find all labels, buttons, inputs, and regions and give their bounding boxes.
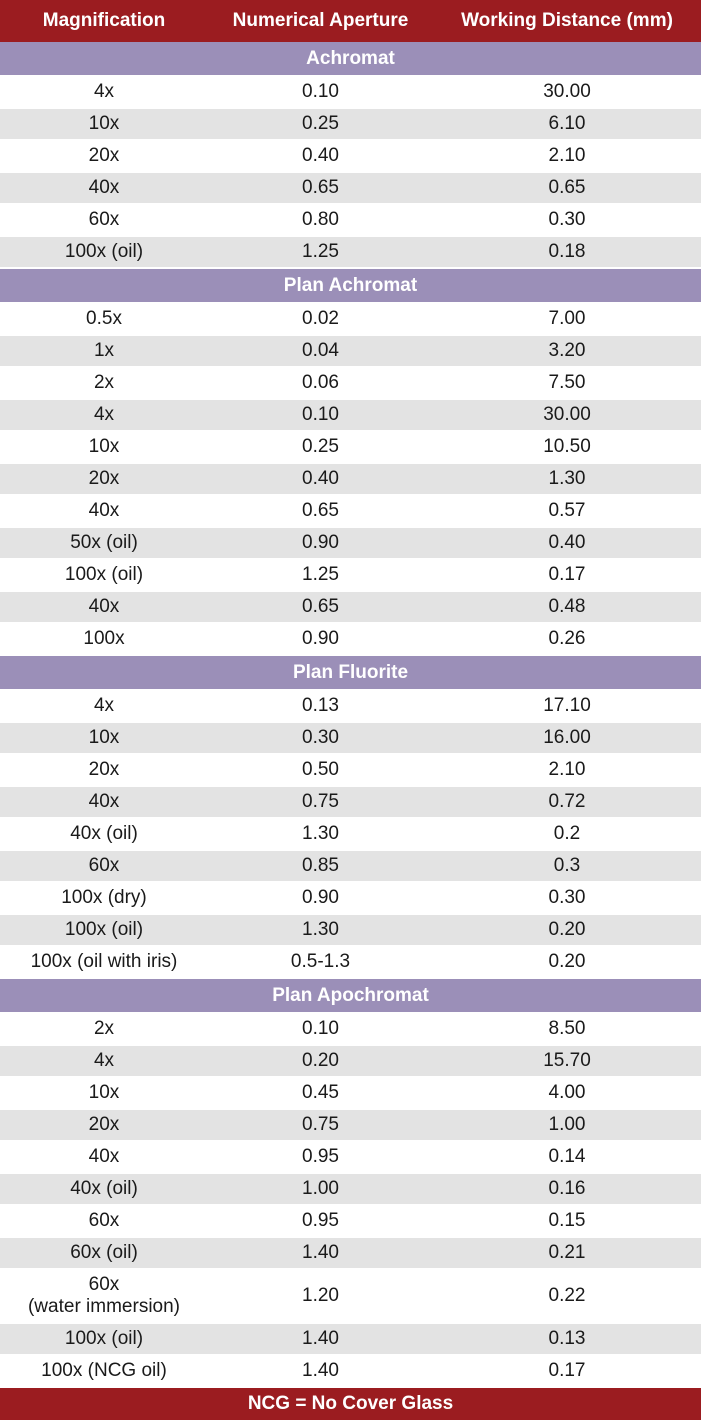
section-header: Plan Achromat xyxy=(0,269,701,302)
cell-magnification: 40x xyxy=(88,500,120,521)
table-row xyxy=(0,368,701,398)
header-magnification: Magnification xyxy=(42,10,166,31)
cell-numerical-aperture: 0.90 xyxy=(302,532,339,553)
cell-magnification: 20x xyxy=(88,759,120,780)
cell-numerical-aperture: 0.10 xyxy=(302,404,339,425)
cell-working-distance: 0.3 xyxy=(553,855,581,876)
table-row xyxy=(0,851,701,881)
cell-numerical-aperture: 0.30 xyxy=(302,727,339,748)
cell-working-distance: 16.00 xyxy=(543,727,591,748)
cell-numerical-aperture: 0.65 xyxy=(302,596,339,617)
cell-magnification: 60x xyxy=(88,855,120,876)
table-row xyxy=(0,1174,701,1204)
table-row xyxy=(0,1142,701,1172)
table-header xyxy=(0,0,701,42)
cell-magnification: 10x xyxy=(88,113,120,134)
cell-magnification: 40x xyxy=(88,596,120,617)
cell-working-distance: 0.22 xyxy=(548,1285,586,1306)
cell-magnification: 100x xyxy=(83,628,125,649)
table-row xyxy=(0,336,701,366)
cell-numerical-aperture: 0.90 xyxy=(302,887,339,908)
cell-working-distance: 8.50 xyxy=(548,1018,586,1039)
cell-magnification: 4x xyxy=(93,695,115,716)
table-row xyxy=(0,624,701,654)
cell-magnification: 0.5x xyxy=(86,308,122,329)
table-row xyxy=(0,205,701,235)
table-row xyxy=(0,755,701,785)
cell-working-distance: 0.18 xyxy=(548,241,586,262)
table-row xyxy=(0,1206,701,1236)
cell-numerical-aperture: 0.75 xyxy=(302,791,339,812)
cell-numerical-aperture: 1.20 xyxy=(302,1285,339,1306)
cell-numerical-aperture: 0.06 xyxy=(302,372,339,393)
table-row xyxy=(0,915,701,945)
table-row xyxy=(0,883,701,913)
cell-numerical-aperture: 1.00 xyxy=(302,1178,339,1199)
cell-magnification: 50x (oil) xyxy=(70,532,138,553)
cell-numerical-aperture: 0.5-1.3 xyxy=(290,951,351,972)
cell-working-distance: 0.30 xyxy=(548,209,586,230)
table-row xyxy=(0,819,701,849)
cell-magnification: 100x (oil) xyxy=(64,241,144,262)
cell-numerical-aperture: 0.20 xyxy=(302,1050,339,1071)
cell-numerical-aperture: 0.13 xyxy=(302,695,339,716)
table-row xyxy=(0,304,701,334)
table-row xyxy=(0,1110,701,1140)
cell-magnification: 10x xyxy=(88,727,120,748)
cell-working-distance: 0.40 xyxy=(548,532,586,553)
cell-working-distance: 0.48 xyxy=(548,596,586,617)
cell-working-distance: 30.00 xyxy=(543,404,591,425)
cell-magnification: 20x xyxy=(88,1114,120,1135)
cell-numerical-aperture: 0.95 xyxy=(302,1146,339,1167)
cell-numerical-aperture: 0.02 xyxy=(302,308,339,329)
table-row xyxy=(0,400,701,430)
cell-numerical-aperture: 1.25 xyxy=(302,564,339,585)
cell-magnification: 4x xyxy=(93,81,115,102)
cell-working-distance: 0.13 xyxy=(548,1328,586,1349)
cell-magnification: 100x (oil) xyxy=(64,564,144,585)
table-row xyxy=(0,592,701,622)
table-row xyxy=(0,141,701,171)
cell-numerical-aperture: 1.40 xyxy=(302,1360,339,1381)
cell-magnification: 100x (oil) xyxy=(64,1328,144,1349)
cell-numerical-aperture: 0.65 xyxy=(302,500,339,521)
cell-magnification: 20x xyxy=(88,468,120,489)
cell-working-distance: 0.20 xyxy=(548,951,586,972)
cell-working-distance: 0.17 xyxy=(548,564,586,585)
cell-numerical-aperture: 0.80 xyxy=(302,209,339,230)
table-row xyxy=(0,1046,701,1076)
cell-numerical-aperture: 0.25 xyxy=(302,113,339,134)
cell-numerical-aperture: 0.04 xyxy=(302,340,339,361)
cell-numerical-aperture: 1.30 xyxy=(302,823,339,844)
cell-magnification: 4x xyxy=(93,1050,115,1071)
cell-working-distance: 2.10 xyxy=(548,145,586,166)
section-header: Plan Fluorite xyxy=(0,656,701,689)
cell-working-distance: 6.10 xyxy=(548,113,586,134)
table-row xyxy=(0,109,701,139)
table-row xyxy=(0,1238,701,1268)
cell-working-distance: 0.72 xyxy=(548,791,586,812)
table-row xyxy=(0,723,701,753)
cell-magnification: 100x (dry) xyxy=(61,887,147,908)
table-row xyxy=(0,560,701,590)
cell-numerical-aperture: 1.30 xyxy=(302,919,339,940)
cell-magnification: 2x xyxy=(93,1018,115,1039)
cell-numerical-aperture: 1.40 xyxy=(302,1328,339,1349)
cell-numerical-aperture: 0.75 xyxy=(302,1114,339,1135)
cell-working-distance: 10.50 xyxy=(543,436,591,457)
cell-magnification: 100x (oil with iris) xyxy=(30,951,178,972)
cell-working-distance: 0.15 xyxy=(548,1210,586,1231)
cell-working-distance: 4.00 xyxy=(548,1082,586,1103)
cell-working-distance: 7.00 xyxy=(548,308,586,329)
cell-working-distance: 0.30 xyxy=(548,887,586,908)
cell-working-distance: 15.70 xyxy=(543,1050,591,1071)
cell-magnification: 60x xyxy=(88,1210,120,1231)
cell-magnification: 10x xyxy=(88,436,120,457)
cell-magnification: 40x (oil) xyxy=(70,1178,138,1199)
cell-magnification: 60x xyxy=(88,209,120,230)
cell-working-distance: 17.10 xyxy=(543,695,591,716)
cell-numerical-aperture: 1.25 xyxy=(302,241,339,262)
table-row xyxy=(0,496,701,526)
table-row xyxy=(0,432,701,462)
cell-numerical-aperture: 0.25 xyxy=(302,436,339,457)
cell-working-distance: 0.14 xyxy=(548,1146,586,1167)
table-row xyxy=(0,787,701,817)
section-header: Achromat xyxy=(0,42,701,75)
cell-numerical-aperture: 1.40 xyxy=(302,1242,339,1263)
cell-working-distance: 0.26 xyxy=(548,628,586,649)
cell-working-distance: 0.2 xyxy=(553,823,581,844)
header-working-distance: Working Distance (mm) xyxy=(461,10,673,31)
cell-working-distance: 1.00 xyxy=(548,1114,586,1135)
cell-magnification: 100x (NCG oil) xyxy=(41,1360,167,1381)
cell-numerical-aperture: 0.40 xyxy=(302,145,339,166)
cell-magnification: 40x (oil) xyxy=(70,823,138,844)
cell-numerical-aperture: 0.85 xyxy=(302,855,339,876)
cell-working-distance: 0.17 xyxy=(548,1360,586,1381)
header-numerical-aperture: Numerical Aperture xyxy=(232,10,409,31)
table-row xyxy=(0,1270,701,1322)
cell-numerical-aperture: 0.90 xyxy=(302,628,339,649)
cell-numerical-aperture: 0.50 xyxy=(302,759,339,780)
cell-numerical-aperture: 0.95 xyxy=(302,1210,339,1231)
table-row xyxy=(0,77,701,107)
table-row xyxy=(0,947,701,977)
cell-working-distance: 0.20 xyxy=(548,919,586,940)
cell-magnification: 40x xyxy=(88,1146,120,1167)
cell-working-distance: 1.30 xyxy=(548,468,586,489)
cell-numerical-aperture: 0.40 xyxy=(302,468,339,489)
cell-magnification: 40x xyxy=(88,177,120,198)
cell-magnification: 60x (oil) xyxy=(70,1242,138,1263)
cell-magnification: 40x xyxy=(88,791,120,812)
cell-magnification: 1x xyxy=(93,340,115,361)
cell-working-distance: 30.00 xyxy=(543,81,591,102)
table-body xyxy=(0,42,701,1386)
cell-working-distance: 0.65 xyxy=(548,177,586,198)
table-row xyxy=(0,173,701,203)
cell-numerical-aperture: 0.45 xyxy=(302,1082,339,1103)
cell-working-distance: 0.21 xyxy=(548,1242,586,1263)
table-row xyxy=(0,528,701,558)
cell-numerical-aperture: 0.65 xyxy=(302,177,339,198)
table-row xyxy=(0,1324,701,1354)
cell-working-distance: 3.20 xyxy=(548,340,586,361)
cell-magnification: 100x (oil) xyxy=(64,919,144,940)
cell-magnification: 4x xyxy=(93,404,115,425)
cell-working-distance: 0.16 xyxy=(548,1178,586,1199)
table-footer: NCG = No Cover Glass xyxy=(0,1388,701,1420)
cell-working-distance: 7.50 xyxy=(548,372,586,393)
cell-magnification: 20x xyxy=(88,145,120,166)
cell-magnification: 60x (water immersion) xyxy=(27,1274,181,1317)
cell-working-distance: 2.10 xyxy=(548,759,586,780)
cell-magnification: 10x xyxy=(88,1082,120,1103)
cell-numerical-aperture: 0.10 xyxy=(302,1018,339,1039)
table-row xyxy=(0,1014,701,1044)
cell-working-distance: 0.57 xyxy=(548,500,586,521)
cell-numerical-aperture: 0.10 xyxy=(302,81,339,102)
table-row xyxy=(0,1356,701,1386)
cell-magnification: 2x xyxy=(93,372,115,393)
table-row xyxy=(0,464,701,494)
table-row xyxy=(0,1078,701,1108)
table-row xyxy=(0,237,701,267)
section-header: Plan Apochromat xyxy=(0,979,701,1012)
table-row xyxy=(0,691,701,721)
